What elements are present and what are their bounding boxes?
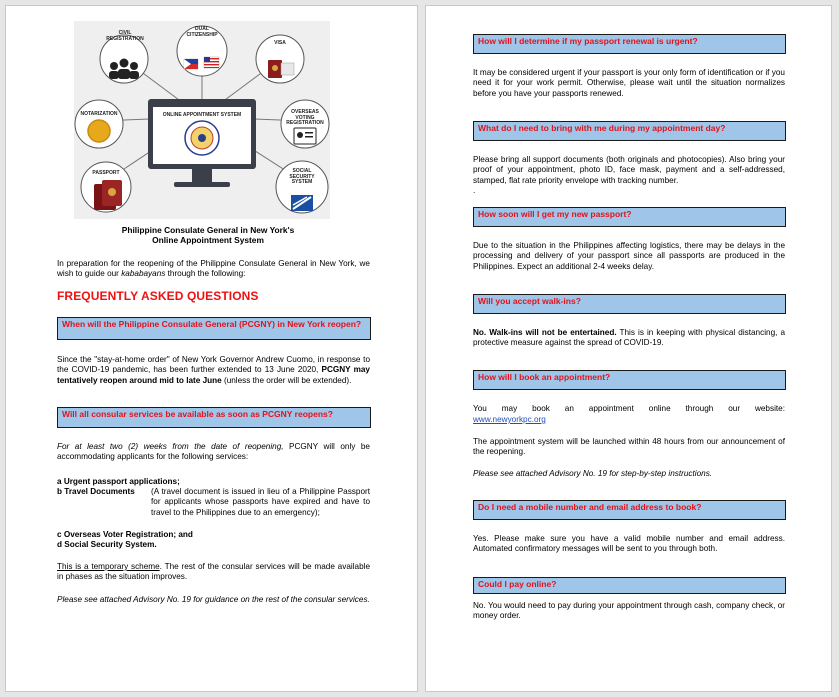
question-pay: Could I pay online? (478, 579, 557, 589)
answer-services-italic: For at least two (2) weeks from the date of reopening, (57, 442, 284, 451)
document-page-left (5, 5, 418, 692)
passport-label: PASSPORT (92, 170, 120, 176)
online-appointment-system-label: ONLINE APPOINTMENT SYSTEM (162, 112, 242, 118)
answer-bring-trailing-dot: . (473, 186, 476, 195)
answer-services-text: PCGNY will only be accommodating applicants for the following services: (57, 442, 370, 462)
answer-book-line1: You may book an appointment online through our website: (473, 404, 785, 413)
intro-kababayans: kababayans (121, 269, 166, 279)
question-box-urgent (473, 34, 786, 54)
answer-mobile: Yes. Please make sure you have a valid mobile number and email address. Automated confirmatory messages will be sent to you through both. (473, 534, 785, 554)
dual-citizenship-label: DUAL CITIZENSHIP (186, 26, 218, 38)
answer-book-line2: The appointment system will be launched within 48 hours from our announcement of the reopening. (473, 437, 785, 457)
answer-walkins-bold: No. Walk-ins will not be entertained. (473, 328, 617, 337)
question-bring: What do I need to bring with me during my appointment day? (478, 123, 726, 133)
visa-label: VISA (274, 40, 286, 46)
temporary-scheme-paragraph (57, 562, 370, 583)
social-security-label: SOCIAL SECURITY SYSTEM (289, 168, 315, 186)
question-walkins: Will you accept walk-ins? (478, 296, 581, 306)
intro-text-before: In preparation for the reopening of the Philippine Consulate General in New York, we wish to guide our (57, 259, 370, 279)
faq-heading: FREQUENTLY ASKED QUESTIONS (57, 289, 259, 303)
question-box-bring (473, 121, 786, 141)
service-item-b-detail: (A travel document is issued in lieu of a Philippine Passport for applicants whose passports have expired and have to travel to the Philippines due to an emergency); (151, 487, 370, 517)
advisory-note-services: Please see attached Advisory No. 19 for guidance on the rest of the consular services. (57, 595, 370, 604)
answer-reopen-after: (unless the order will be extended). (221, 375, 352, 385)
question-box-walkins (473, 294, 786, 314)
question-box-reopen (57, 317, 371, 340)
intro-text-after: through the following: (165, 269, 246, 279)
question-box-services (57, 407, 371, 428)
question-box-pay (473, 577, 786, 594)
service-item-b-label: b Travel Documents (57, 487, 135, 496)
question-reopen: When will the Philippine Consulate General (PCGNY) in New York reopen? (62, 319, 362, 329)
question-mobile: Do I need a mobile number and email address to book? (478, 502, 702, 512)
infographic-caption (58, 225, 358, 245)
caption-line-2: Online Appointment System (152, 235, 264, 245)
answer-bring: Please bring all support documents (both originals and photocopies). Also bring your proof of your appointment, photo ID, face mask, payment and a self-addressed, stamped, flat rate priority envelope with tracking number. (473, 155, 785, 185)
answer-pay: No. You would need to pay during your appointment through cash, company check, or money order. (473, 601, 785, 621)
service-item-c: c Overseas Voter Registration; and (57, 530, 193, 539)
caption-line-1: Philippine Consulate General in New York's (121, 225, 295, 235)
temporary-scheme-text: . The rest of the consular services will be made available in phases as the situation improves. (57, 562, 370, 582)
service-item-a: a Urgent passport applications; (57, 477, 180, 486)
online-appointment-infographic (74, 21, 330, 219)
answer-services (57, 442, 370, 463)
answer-urgent: It may be considered urgent if your passport is your only form of identification or if you need it for your work permit. Otherwise, please wait until the situation normalizes before you have your passports renewed. (473, 68, 785, 98)
answer-walkins (473, 328, 785, 349)
question-services: Will all consular services be available as soon as PCGNY reopens? (62, 409, 333, 419)
question-soon: How soon will I get my new passport? (478, 209, 632, 219)
question-urgent: How will I determine if my passport renewal is urgent? (478, 36, 698, 46)
question-box-soon (473, 207, 786, 227)
website-link[interactable]: www.newyorkpc.org (473, 415, 546, 424)
temporary-scheme-underline: This is a temporary scheme (57, 562, 160, 571)
answer-reopen-text: Since the "stay-at-home order" of New York Governor Andrew Cuomo, in response to the COVID-19 pandemic, has been further extended to 13 June 2020, (57, 355, 370, 375)
civil-registration-label: CIVIL REGISTRATION (106, 30, 144, 42)
notarization-label: NOTARIZATION (80, 111, 118, 117)
answer-reopen (57, 355, 370, 386)
service-item-d: d Social Security System. (57, 540, 157, 549)
answer-reopen-bold: PCGNY may tentatively reopen around mid to late June (57, 365, 370, 385)
advisory-note-book: Please see attached Advisory No. 19 for step-by-step instructions. (473, 469, 713, 478)
document-page-right (425, 5, 832, 692)
question-box-mobile (473, 500, 786, 520)
overseas-voting-label: OVERSEAS VOTING REGISTRATION (286, 109, 324, 127)
intro-paragraph (57, 259, 370, 280)
answer-walkins-text: This is in keeping with physical distancing, a protective measure against the spread of COVID-19. (473, 328, 785, 348)
question-box-book (473, 370, 786, 390)
answer-soon: Due to the situation in the Philippines affecting logistics, there may be delays in the processing and delivery of your passport since all passports are produced in the Philippines. Expect an additional 2-4 weeks delay. (473, 241, 785, 271)
question-book: How will I book an appointment? (478, 372, 611, 382)
